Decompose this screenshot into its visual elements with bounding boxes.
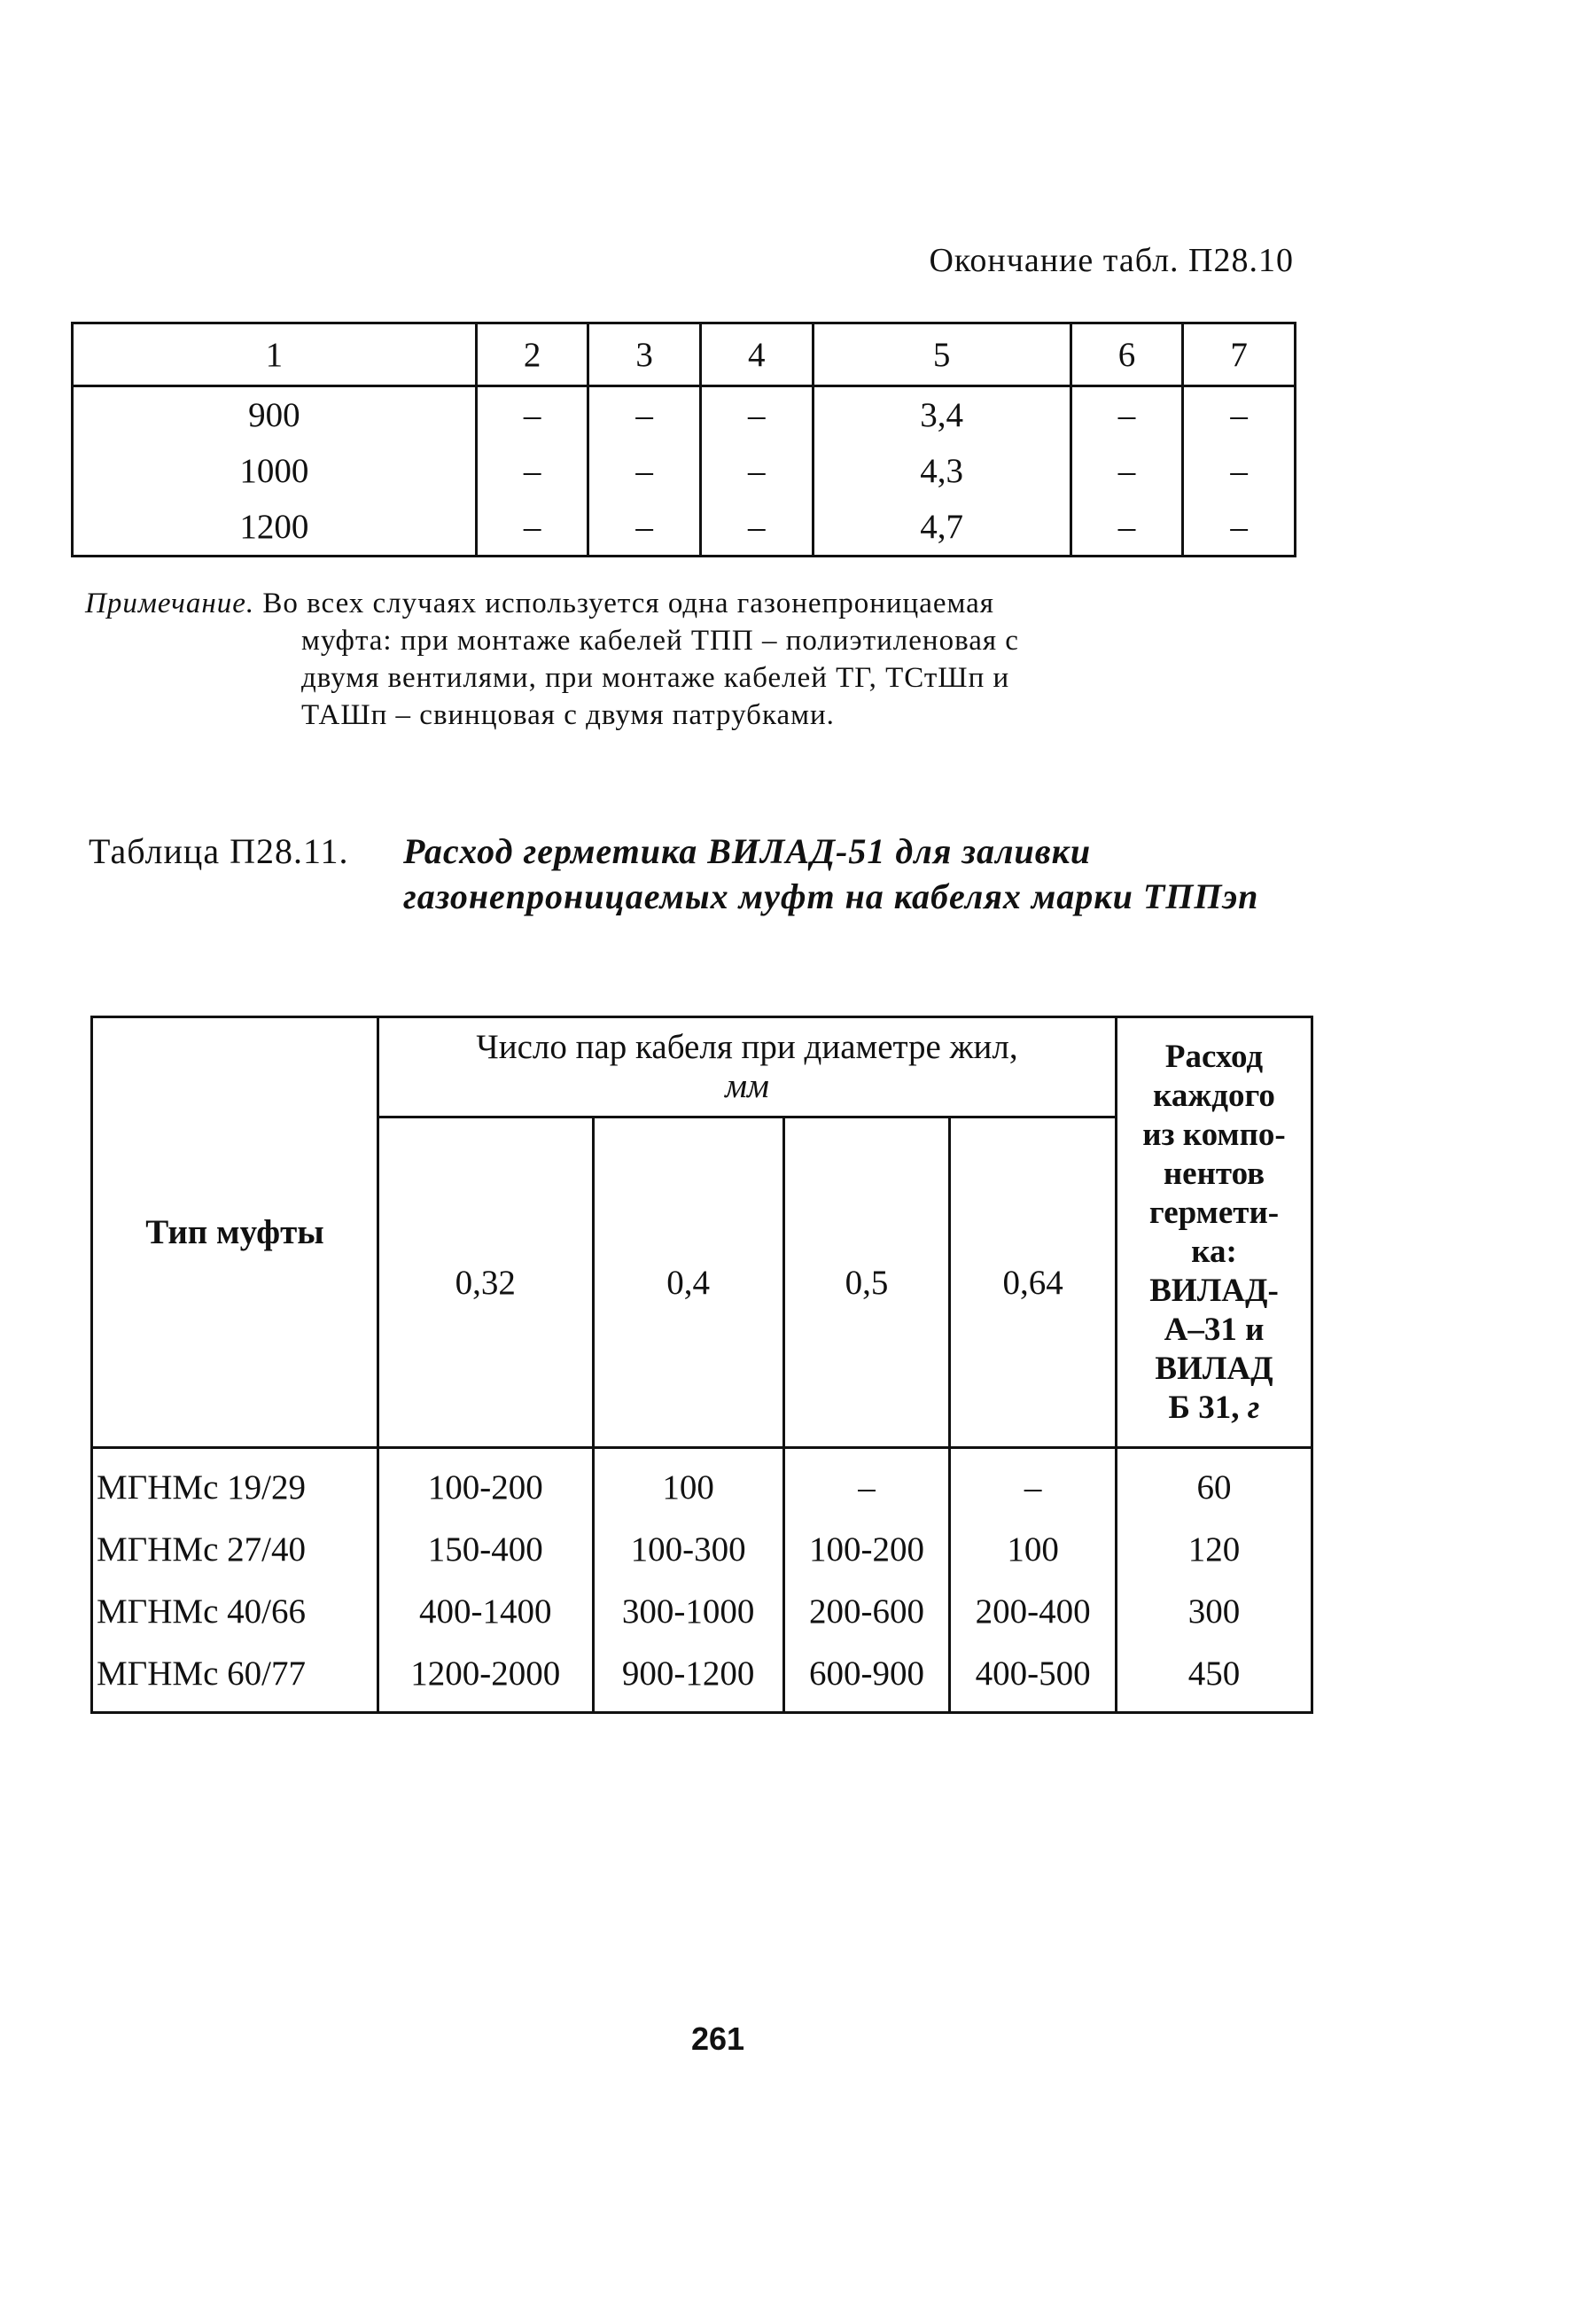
table-number: Таблица П28.11.: [89, 831, 349, 871]
note-line: муфта: при монтаже кабелей ТПП – полиэтиленовая с: [301, 625, 1019, 657]
header-text: Расход: [1164, 1038, 1264, 1075]
table-cell: 100-200: [378, 1448, 594, 1519]
table-row: [92, 1580, 1312, 1642]
table-cell: 4,3: [813, 443, 1070, 499]
header-text: ка:: [1191, 1233, 1237, 1270]
table-cell: –: [588, 499, 701, 557]
table-cell: 4,7: [813, 499, 1070, 557]
header-text: ВИЛАД-: [1149, 1272, 1279, 1309]
table-cell: 100: [950, 1518, 1117, 1580]
table-cell: 120: [1117, 1518, 1312, 1580]
table-cell: 1200: [73, 499, 477, 557]
table-row: [92, 1642, 1312, 1713]
cell-type: МГНМс 60/77: [92, 1642, 378, 1713]
table-cell: 900: [73, 386, 477, 444]
column-header-diameter: 0,64: [950, 1117, 1117, 1448]
column-header: 6: [1070, 323, 1183, 386]
header-text: Тип муфты: [145, 1213, 324, 1251]
cell-type: МГНМс 40/66: [92, 1580, 378, 1642]
table-cell: –: [476, 443, 588, 499]
table-row: [92, 1448, 1312, 1519]
table-cell: 150-400: [378, 1518, 594, 1580]
note-line: [85, 585, 1273, 622]
continuation-label: Окончание табл. П28.10: [929, 242, 1294, 279]
table-cell: 60: [1117, 1448, 1312, 1519]
table-cell: –: [1070, 499, 1183, 557]
table-cell: –: [1183, 386, 1296, 444]
table-cell: 400-1400: [378, 1580, 594, 1642]
column-header-diameter: 0,4: [593, 1117, 783, 1448]
header-text: А–31 и: [1164, 1311, 1265, 1348]
table-cell: 3,4: [813, 386, 1070, 444]
column-header-type: [92, 1017, 378, 1448]
header-text: из компо-: [1142, 1116, 1286, 1153]
header-text: Б 31,: [1168, 1389, 1240, 1426]
table-cell: –: [783, 1448, 950, 1519]
sealant-consumption-table: [90, 1016, 1313, 1714]
table-cell: –: [1183, 443, 1296, 499]
table-cell: 100-300: [593, 1518, 783, 1580]
column-header-usage: [1117, 1017, 1312, 1448]
note-line: двумя вентилями, при монтаже кабелей ТГ, ТСтШп и: [301, 662, 1010, 694]
header-unit: мм: [725, 1067, 769, 1105]
table-cell: –: [700, 499, 813, 557]
table-row: [92, 1518, 1312, 1580]
note-label: Примечание.: [85, 588, 255, 619]
table-cell: 400-500: [950, 1642, 1117, 1713]
column-header-diameter: 0,32: [378, 1117, 594, 1448]
table-cell: 200-600: [783, 1580, 950, 1642]
column-header: 2: [476, 323, 588, 386]
header-unit: г: [1247, 1389, 1260, 1426]
note-text: Во всех случаях используется одна газонепроницаемая: [262, 588, 994, 619]
table-cell: 100: [593, 1448, 783, 1519]
table-cell: –: [476, 386, 588, 444]
table-cell: 300-1000: [593, 1580, 783, 1642]
table-cell: –: [588, 386, 701, 444]
table-cell: 100-200: [783, 1518, 950, 1580]
table-cell: –: [700, 443, 813, 499]
table-cell: –: [1070, 386, 1183, 444]
table-cell: –: [1070, 443, 1183, 499]
column-header-group: [378, 1017, 1117, 1117]
table-cell: –: [476, 499, 588, 557]
header-text: Число пар кабеля при диаметре жил,: [476, 1028, 1018, 1066]
table-note: [85, 585, 1273, 734]
table-header-row: [92, 1017, 1312, 1117]
column-header: 1: [73, 323, 477, 386]
header-text: ВИЛАД: [1155, 1350, 1273, 1387]
table-cell: 300: [1117, 1580, 1312, 1642]
table-cell: 600-900: [783, 1642, 950, 1713]
header-text: каждого: [1153, 1077, 1275, 1114]
column-header-diameter: 0,5: [783, 1117, 950, 1448]
table-row: [73, 499, 1296, 557]
column-header: 3: [588, 323, 701, 386]
table-cell: 1000: [73, 443, 477, 499]
table-continuation: [71, 322, 1296, 557]
table-cell: –: [700, 386, 813, 444]
table-cell: 900-1200: [593, 1642, 783, 1713]
column-header: 7: [1183, 323, 1296, 386]
column-header: 5: [813, 323, 1070, 386]
table-cell: 450: [1117, 1642, 1312, 1713]
table-title: Расход герметика ВИЛАД-51 для заливки газонепроницаемых муфт на кабелях марки ТППэп: [403, 831, 1259, 916]
cell-type: МГНМс 27/40: [92, 1518, 378, 1580]
table-cell: –: [1183, 499, 1296, 557]
table-row: [73, 443, 1296, 499]
table-cell: 1200-2000: [378, 1642, 594, 1713]
table-row: [73, 386, 1296, 444]
header-text: нентов: [1163, 1155, 1265, 1192]
table-cell: –: [588, 443, 701, 499]
table-header-row: [73, 323, 1296, 386]
page-number: 261: [690, 2021, 745, 2057]
header-text: гермети-: [1148, 1194, 1280, 1231]
table-cell: –: [950, 1448, 1117, 1519]
table-cell: 200-400: [950, 1580, 1117, 1642]
note-line: ТАШп – свинцовая с двумя патрубками.: [301, 699, 835, 731]
cell-type: МГНМс 19/29: [92, 1448, 378, 1519]
column-header: 4: [700, 323, 813, 386]
